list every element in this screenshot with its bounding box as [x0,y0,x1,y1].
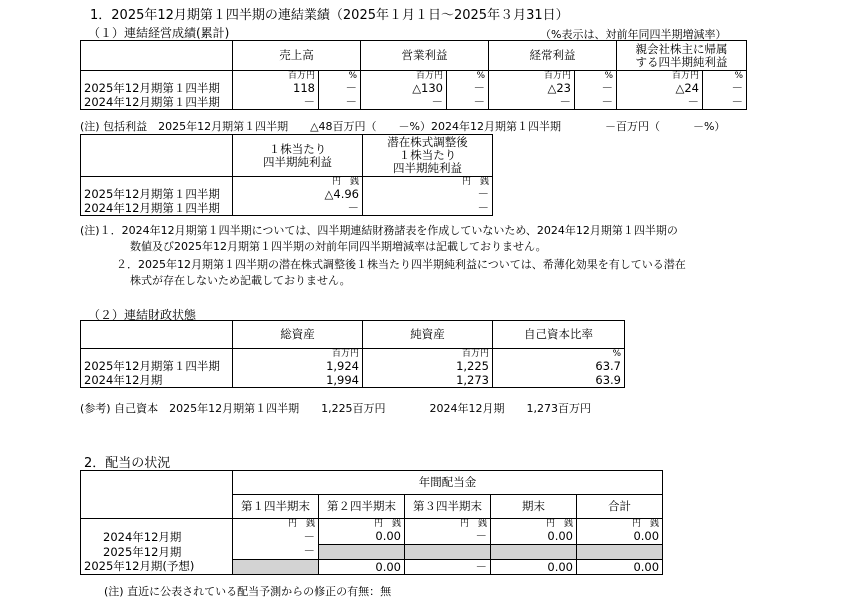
header-diluted-line1: 潜在株式調整後 [387,135,468,149]
header-equity-ratio: 自己資本比率 [493,321,625,349]
header-diluted-line3: 四半期純利益 [393,161,462,175]
unit-pct: % [575,71,617,82]
cell: － [319,82,361,96]
note-line: 数値及び2025年12月期第１四半期の対前年同四半期増減率は記載しておりません。 [130,240,547,253]
unit-yen-sen: 円 銭 [233,177,363,188]
header-ordinary-profit: 経常利益 [489,41,617,71]
unit-blank [81,71,233,82]
cell: 1,273 [363,374,493,388]
unit-yen-sen: 円 銭 [491,519,577,530]
unit-yen-sen: 円 銭 [405,519,491,530]
row-label: 2024年12月期第１四半期 [81,96,233,110]
cell: － [363,188,493,202]
cell: － [233,530,319,545]
unit-yen: 百万円 [363,349,493,360]
shaded-cell [233,560,319,575]
unit-yen: 百万円 [233,71,319,82]
table-row [81,374,625,388]
unit-yen-sen: 円 銭 [319,519,405,530]
cell: － [575,96,617,110]
shaded-cell [405,545,491,560]
row-label: 2024年12月期第１四半期 [81,202,233,216]
cell: － [233,545,319,560]
header-eps-line2: 四半期純利益 [263,154,332,169]
unit-pct: % [493,349,625,360]
section-title: 1．2025年12月期第１四半期の連結業績（2025年１月１日～2025年３月31日） [90,8,569,23]
unit-yen: 百万円 [361,71,447,82]
cell: 0.00 [577,560,663,575]
dividends-table [80,470,663,575]
table-row [81,96,747,110]
equity-reference-note: (参考) 自己資本 2025年12月期第１四半期 1,225百万円 2024年12月期 1,273百万円 [80,402,592,415]
header-q1: 第１四半期末 [233,495,319,519]
header-total: 合計 [577,495,663,519]
percent-note: （%表示は、対前年同四半期増減率） [540,28,727,41]
header-net-profit-line2: する四半期純利益 [635,54,728,69]
cell: － [703,96,747,110]
table-row [81,82,747,96]
shaded-cell [577,545,663,560]
header-blank [81,41,233,71]
cell: 0.00 [491,560,577,575]
cell: － [617,96,703,110]
cell: － [405,560,491,575]
unit-blank [81,177,233,188]
header-net-profit [617,41,747,71]
operating-results-heading: （１）連結経営成績(累計) [88,26,230,40]
cell: － [361,96,447,110]
table-row [81,188,493,202]
header-q2: 第２四半期末 [319,495,405,519]
eps-table [80,134,493,216]
unit-yen-sen: 円 銭 [233,519,319,530]
header-annual-dividends: 年間配当金 [233,471,663,495]
cell: － [703,82,747,96]
cell: 63.9 [493,374,625,388]
row-label: 2024年12月期 [81,374,233,388]
table-row [81,360,625,374]
note-line: ２．2025年12月期第１四半期の潜在株式調整後１株当たり四半期純利益については、希薄化効果を有している潜在 [116,258,686,271]
row-label: 2025年12月期第１四半期 [81,82,233,96]
note-line: 株式が存在しないため記載しておりません。 [130,274,351,287]
cell: 0.00 [319,560,405,575]
table-row [81,545,663,560]
unit-blank [81,349,233,360]
cell: － [575,82,617,96]
header-diluted-line2: １株当たり [398,148,457,162]
header-q3: 第３四半期末 [405,495,491,519]
header-net-assets: 純資産 [363,321,493,349]
header-blank [81,135,233,177]
header-operating-profit: 営業利益 [361,41,489,71]
row-label: 2025年12月期 [81,545,233,560]
dividend-revision-note: (注) 直近に公表されている配当予測からの修正の有無：無 [104,585,392,598]
row-label: 2025年12月期第１四半期 [81,188,233,202]
cell: △4.96 [233,188,363,202]
dividends-heading: 2．配当の状況 [84,456,171,471]
cell: 1,225 [363,360,493,374]
row-label: 2025年12月期(予想) [81,560,233,575]
unit-yen: 百万円 [617,71,703,82]
unit-pct: % [319,71,361,82]
header-blank [81,471,233,519]
cell: － [233,96,319,110]
cell: △23 [489,82,575,96]
header-diluted-eps [363,135,493,177]
cell: 0.00 [491,530,577,545]
cell: △130 [361,82,447,96]
row-label: 2024年12月期 [81,530,233,545]
cell: 1,924 [233,360,363,374]
cell: 0.00 [577,530,663,545]
unit-yen-sen: 円 銭 [577,519,663,530]
header-blank [81,321,233,349]
cell: － [447,82,489,96]
cell: 118 [233,82,319,96]
cell: 1,994 [233,374,363,388]
header-year-end: 期末 [491,495,577,519]
cell: － [489,96,575,110]
cell: － [233,202,363,216]
cell: － [405,530,491,545]
comprehensive-income-note: (注) 包括利益 2025年12月期第１四半期 △48百万円（ －%）2024年12月期第１四半期 －百万円（ －%） [80,120,726,133]
cell: 0.00 [319,530,405,545]
unit-yen: 百万円 [489,71,575,82]
shaded-cell [491,545,577,560]
table-row [81,560,663,575]
note-line: (注)１．2024年12月期第１四半期については、四半期連結財務諸表を作成していないため、2024年12月期第１四半期の [80,224,678,237]
table-row [81,202,493,216]
unit-pct: % [447,71,489,82]
header-net-profit-line1: 親会社株主に帰属 [635,41,728,56]
header-sales: 売上高 [233,41,361,71]
table-row [81,530,663,545]
unit-yen-sen: 円 銭 [363,177,493,188]
cell: － [363,202,493,216]
financial-position-heading: （２）連結財政状態 [88,308,197,322]
cell: － [319,96,361,110]
operating-results-table [80,40,747,110]
unit-yen: 百万円 [233,349,363,360]
unit-pct: % [703,71,747,82]
financial-position-table [80,320,625,388]
cell: 63.7 [493,360,625,374]
cell: △24 [617,82,703,96]
row-label: 2025年12月期第１四半期 [81,360,233,374]
header-eps-line1: １株当たり [268,141,327,156]
unit-blank [81,519,233,530]
cell: － [447,96,489,110]
header-eps [233,135,363,177]
header-total-assets: 総資産 [233,321,363,349]
shaded-cell [319,545,405,560]
